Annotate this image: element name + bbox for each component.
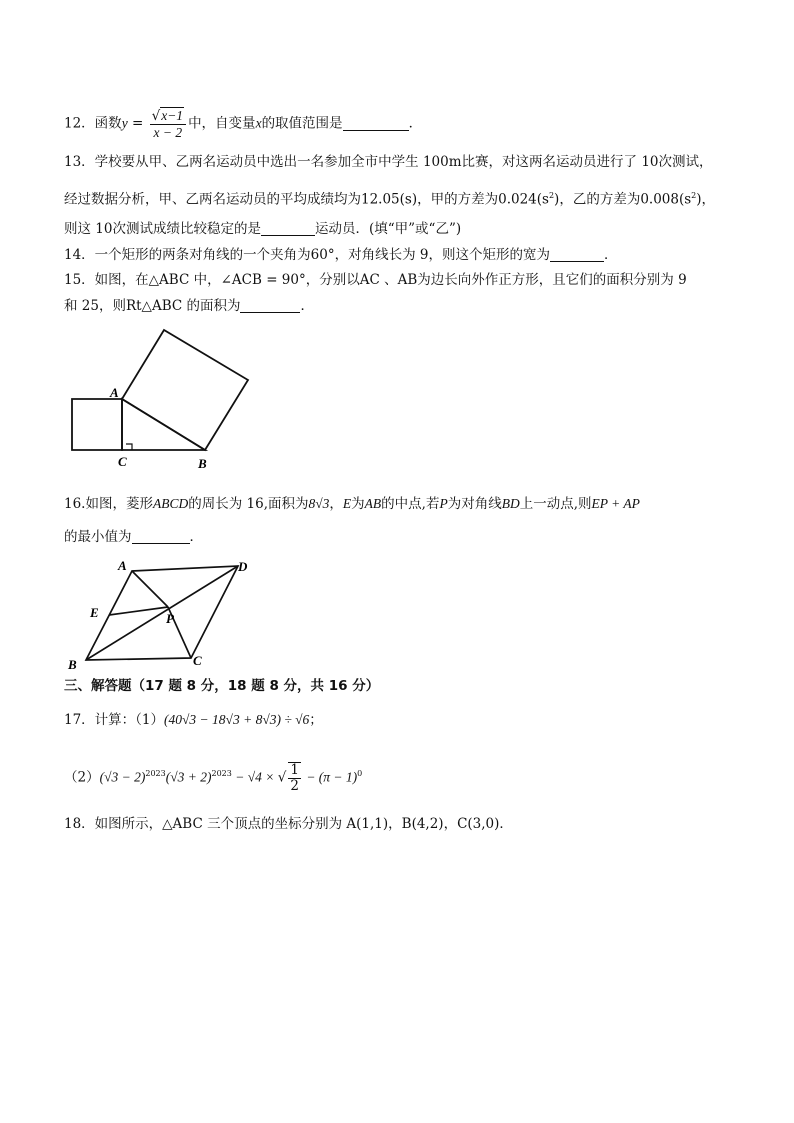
q15-end: ．: [300, 298, 314, 314]
q16-label-p: P: [166, 611, 174, 626]
q16-ab: AB: [364, 496, 382, 511]
q13-sup-2: 2: [691, 191, 697, 200]
q16-e: E: [342, 496, 352, 511]
question-12: [64, 108, 422, 140]
q17-exp3: 0: [357, 769, 363, 778]
q17-fraction: [288, 762, 301, 794]
q16-p: P: [439, 496, 448, 511]
section-3-heading: 三、解答题（17 题 8 分，18 题 8 分，共 16 分）: [64, 678, 380, 694]
question-18: 18．如图所示，△ABC 三个顶点的坐标分别为 A(1,1)，B(4,2)，C(3,0)．: [64, 816, 513, 832]
q15-square-ab: [122, 330, 248, 450]
question-16-line2: [64, 527, 203, 547]
q16-line1-f: 为对角线: [447, 496, 502, 512]
q16-segment-ap: [132, 571, 168, 607]
q14-end: ．: [604, 247, 618, 263]
q12-number: 12．函数: [64, 115, 122, 132]
question-13-line2: [64, 186, 715, 210]
q12-frac-top: x−1: [161, 108, 184, 123]
q17-exp1: 2023: [145, 769, 166, 778]
q17-frac-bottom: 2: [290, 778, 299, 794]
q16-label-c: C: [193, 653, 202, 668]
q16-label-d: D: [238, 559, 248, 574]
q17-expr2-d: − (π − 1): [302, 769, 358, 785]
question-14: [64, 245, 618, 265]
q16-label-b: B: [68, 657, 77, 672]
q12-rest-text: 的取值范围是: [261, 115, 343, 132]
q17-part1-label: 17．计算：（1）: [64, 712, 165, 728]
q15-label-b: B: [198, 456, 207, 471]
q16-diagonal-bd: [86, 566, 238, 660]
q15-line2-text: 和 25，则Rt△ABC 的面积为: [64, 298, 241, 314]
q16-line1-g: 上一动点,则: [519, 496, 592, 512]
q16-label-e: E: [90, 605, 99, 620]
q13-answer-blank[interactable]: [261, 221, 315, 236]
q14-answer-blank[interactable]: [550, 247, 604, 262]
q17-expr2-b: (√3 + 2): [165, 769, 212, 785]
q13-line2-c: )，: [696, 191, 716, 208]
q12-fraction: $\frac{√x-1}{x - 2}$: [150, 108, 186, 140]
q12-end: ．: [408, 115, 423, 132]
q15-label-a: A: [110, 385, 119, 400]
q15-figure: [60, 320, 270, 480]
question-17-part2: $(2)(√3 - 2)^{2023}(√3 + 2)^{2023} - √4$ × √ $\frac{1}{2}$ − $(\pi - 1)^0$: [64, 762, 363, 794]
question-15-line1: 15．如图，在△ABC 中，∠ACB = 90°，分别以AC 、AB为边长向外作正方形，且它们的面积分别为 9: [64, 272, 687, 288]
q15-square-ac: [72, 399, 122, 450]
q16-answer-blank[interactable]: [132, 529, 190, 544]
q16-line1-c: ，: [329, 496, 343, 512]
q16-line1-a: 16.如图，菱形: [64, 496, 153, 512]
q12-eq: =: [127, 115, 148, 132]
q17-part2-label: （2）: [64, 769, 100, 786]
q14-text: 14．一个矩形的两条对角线的一个夹角为60°，对角线长为 9，则这个矩形的宽为: [64, 247, 550, 263]
question-13-line1: 13．学校要从甲、乙两名运动员中选出一名参加全市中学生 100m比赛，对这两名运动员进行了 10次测试，: [64, 154, 713, 170]
question-17-part1: [64, 710, 323, 730]
q15-answer-blank[interactable]: [240, 298, 300, 313]
q16-area: 8√3: [308, 496, 330, 511]
q17-expr2-c: − √4 ×: [231, 769, 278, 785]
q13-line3-b: 运动员．(填“甲”或“乙”): [314, 221, 462, 237]
q12-var-y: y: [121, 115, 128, 131]
q16-label-a: A: [118, 558, 127, 573]
q15-label-c: C: [118, 454, 127, 469]
q12-frac-bottom: x − 2: [153, 125, 183, 140]
question-15-line2: [64, 296, 314, 316]
q17-expr2-a: (√3 − 2): [99, 769, 146, 785]
q13-line2-b: )，乙的方差为0.008(s: [554, 191, 692, 208]
q17-frac-top: 1: [290, 762, 299, 778]
q16-abcd: ABCD: [152, 496, 189, 511]
q16-figure: [62, 555, 272, 675]
q16-expr: EP + AP: [591, 496, 640, 511]
q17-part1-end: ；: [309, 712, 323, 728]
question-13-line3: [64, 219, 461, 239]
q16-line1-b: 的周长为 16,面积为: [188, 496, 309, 512]
q16-line1-e: 的中点,若: [381, 496, 440, 512]
q17-expr1: (40√3 − 18√3 + 8√3) ÷ √6: [164, 712, 310, 727]
question-16-line1: [64, 494, 640, 514]
q16-line1-d: 为: [351, 496, 365, 512]
q12-mid-text: 中，自变量: [188, 115, 256, 132]
q17-exp2: 2023: [211, 769, 232, 778]
q13-sup-1: 2: [548, 191, 555, 200]
q16-bd: BD: [501, 496, 520, 511]
q13-line2-a: 经过数据分析，甲、乙两名运动员的平均成绩均为12.05(s)，甲的方差为0.024(s: [64, 191, 549, 208]
q16-line2-text: 的最小值为: [64, 529, 132, 545]
q12-answer-blank[interactable]: [343, 116, 409, 131]
q12-var-x: x: [255, 115, 262, 131]
q13-line3-a: 则这 10次测试成绩比较稳定的是: [64, 221, 261, 237]
q16-end: ．: [189, 529, 203, 545]
